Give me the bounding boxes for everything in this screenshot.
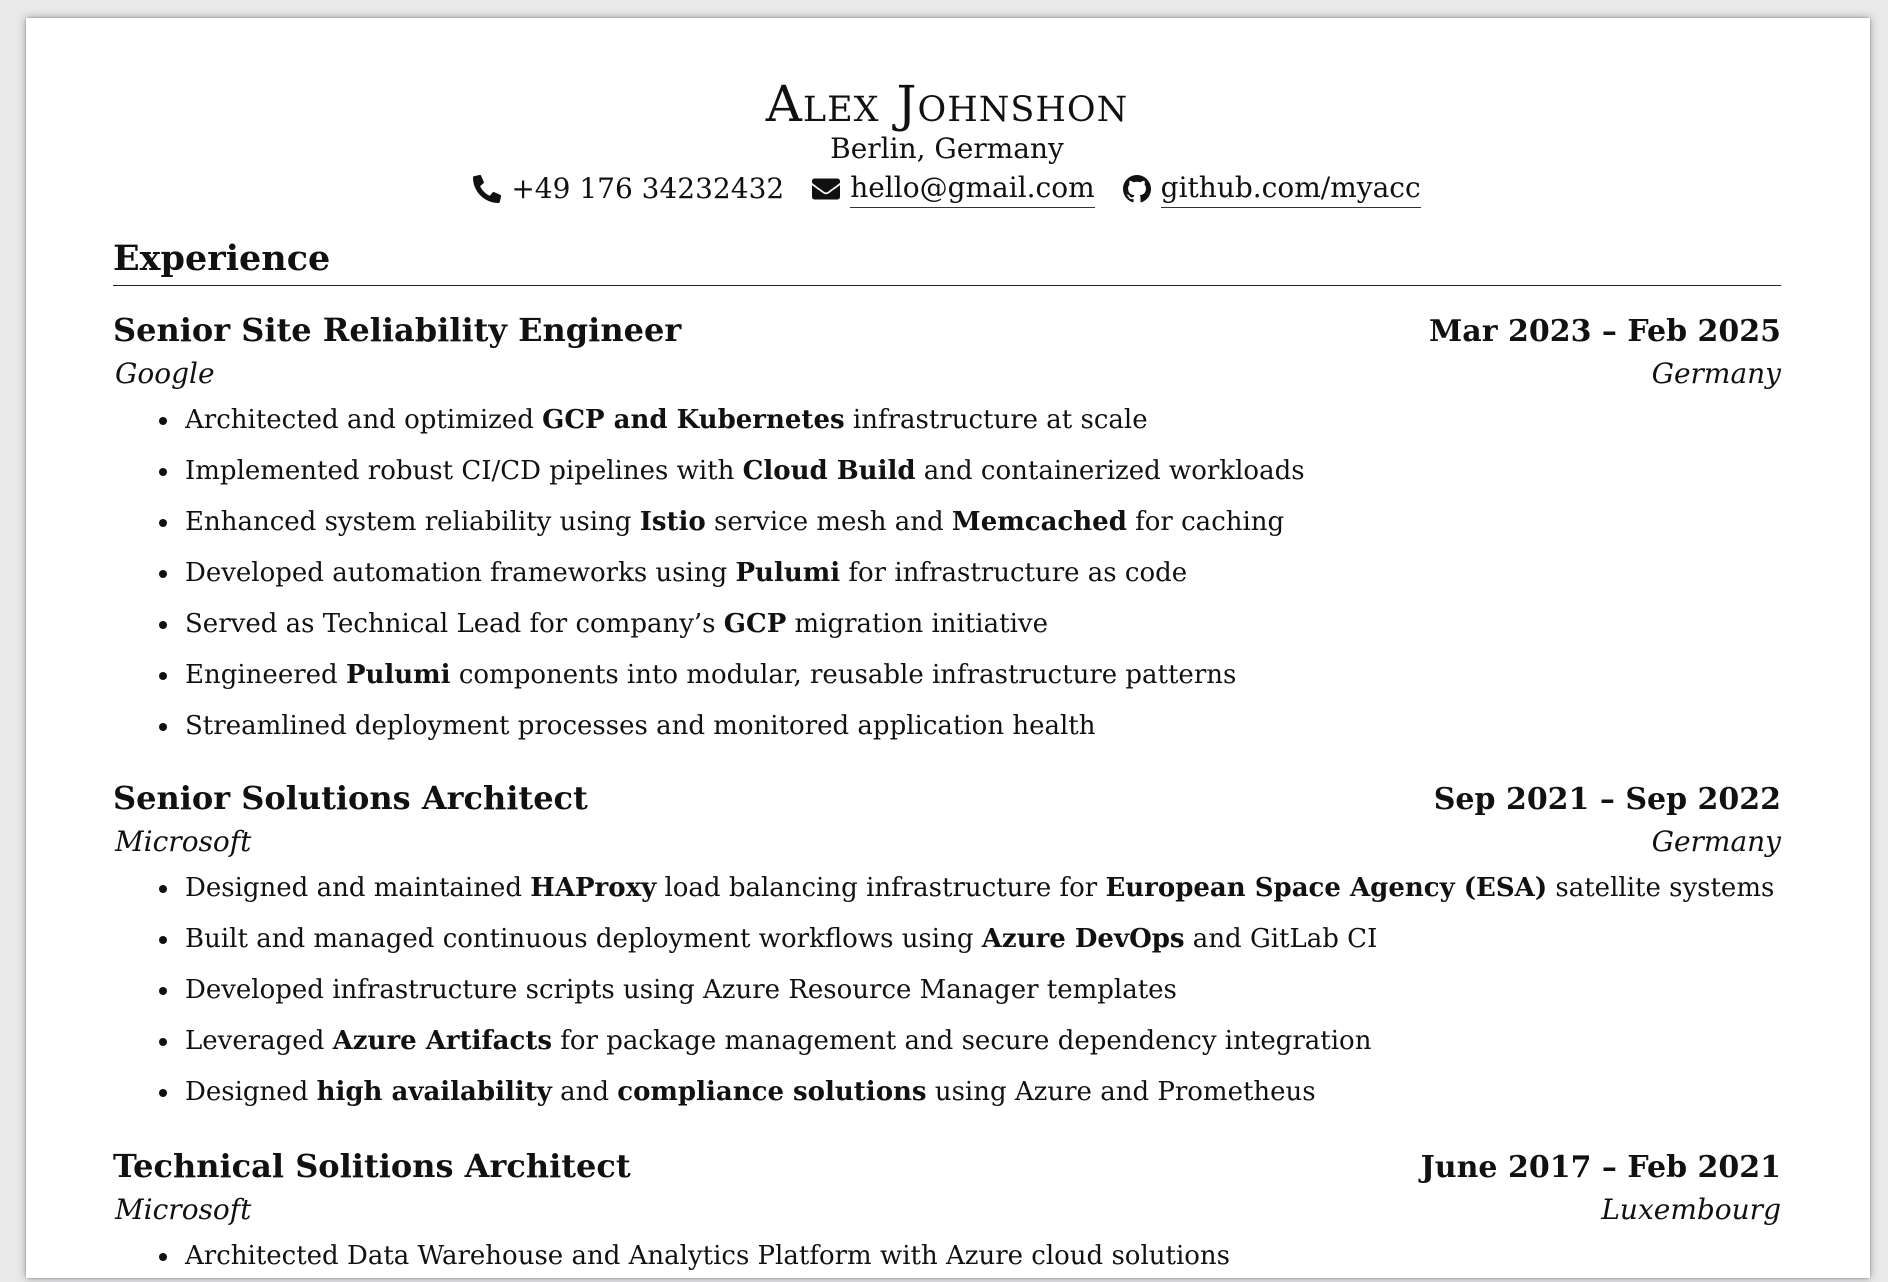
github-link[interactable]: github.com/myacc (1161, 170, 1421, 208)
email-link[interactable]: hello@gmail.com (850, 170, 1094, 208)
bullet-item (113, 914, 1781, 965)
bullet-item (113, 650, 1781, 701)
bullet-item (113, 446, 1781, 497)
bullet-keyword: European Space Agency (ESA) (1105, 873, 1548, 903)
bullet-keyword: Pulumi (735, 558, 841, 588)
job-company: Google (115, 357, 215, 390)
bullet-text: satellite systems (1547, 873, 1775, 903)
candidate-location: Berlin, Germany (830, 132, 1064, 165)
bullet-keyword: Istio (639, 507, 706, 537)
bullet-item (113, 701, 1781, 752)
job-entry (113, 309, 1781, 752)
job-title: Technical Solitions Architect (113, 1147, 631, 1185)
bullet-text: using Azure and Prometheus (926, 1077, 1316, 1107)
bullet-keyword: compliance solutions (617, 1077, 927, 1107)
bullet-keyword: HAProxy (530, 873, 657, 903)
bullet-text: Enhanced system reliability using (185, 507, 640, 537)
experience-heading: Experience (113, 238, 331, 279)
bullet-text: and (551, 1077, 618, 1107)
bullet-keyword: high availability (316, 1077, 552, 1107)
bullet-text: components into modular, reusable infrastructure patterns (450, 660, 1237, 690)
phone-contact (473, 171, 784, 207)
bullet-text: Designed and maintained (185, 873, 531, 903)
bullet-text: Engineered (185, 660, 346, 690)
job-bullets (113, 863, 1781, 1118)
bullet-text: Leveraged (185, 1026, 333, 1056)
bullet-keyword: GCP (723, 609, 787, 639)
job-title: Senior Solutions Architect (113, 779, 588, 817)
bullet-item (113, 1016, 1781, 1067)
bullet-text: Streamlined deployment processes and monitored application health (185, 711, 1096, 741)
bullet-text: Architected Data Warehouse and Analytics Platform with Azure cloud solutions (185, 1241, 1231, 1271)
bullet-text: for caching (1126, 507, 1285, 537)
github-contact[interactable] (1123, 170, 1421, 208)
job-company: Microsoft (115, 825, 252, 858)
section-divider (113, 285, 1781, 286)
candidate-name: Alex Johnshon (765, 75, 1129, 133)
bullet-text: Designed (185, 1077, 317, 1107)
envelope-icon (812, 175, 840, 203)
bullet-item (113, 965, 1781, 1016)
bullet-text: Built and managed continuous deployment workflows using (185, 924, 982, 954)
bullet-text: migration initiative (786, 609, 1048, 639)
bullet-text: for package management and secure dependency integration (552, 1026, 1372, 1056)
bullet-item (113, 1231, 1781, 1282)
bullet-text: Implemented robust CI/CD pipelines with (185, 456, 743, 486)
bullet-item (113, 548, 1781, 599)
bullet-text: infrastructure at scale (844, 405, 1148, 435)
github-icon (1123, 175, 1151, 203)
bullet-text: Developed infrastructure scripts using Azure Resource Manager templates (185, 975, 1177, 1005)
job-entry (113, 1145, 1781, 1282)
bullet-keyword: Azure DevOps (981, 924, 1185, 954)
contact-row (113, 170, 1781, 208)
bullet-text: load balancing infrastructure for (656, 873, 1106, 903)
bullet-text: Architected and optimized (185, 405, 543, 435)
bullet-keyword: Pulumi (345, 660, 451, 690)
bullet-keyword: GCP and Kubernetes (542, 405, 845, 435)
bullet-keyword: Cloud Build (742, 456, 916, 486)
job-entry (113, 777, 1781, 1118)
job-bullets (113, 1231, 1781, 1282)
email-contact[interactable] (812, 170, 1094, 208)
job-title: Senior Site Reliability Engineer (113, 311, 682, 349)
bullet-item (113, 497, 1781, 548)
resume-page (26, 18, 1870, 1278)
job-location: Germany (1651, 825, 1781, 858)
job-bullets (113, 395, 1781, 752)
phone-number: +49 176 34232432 (511, 172, 785, 205)
bullet-keyword: Memcached (951, 507, 1127, 537)
bullet-item (113, 863, 1781, 914)
bullet-text: Served as Technical Lead for company’s (185, 609, 724, 639)
job-location: Luxembourg (1601, 1193, 1781, 1226)
bullet-text: and containerized workloads (915, 456, 1305, 486)
job-dates: Mar 2023 – Feb 2025 (1429, 314, 1781, 349)
bullet-text: for infrastructure as code (840, 558, 1188, 588)
bullet-keyword: Azure Artifacts (332, 1026, 553, 1056)
bullet-text: service mesh and (705, 507, 952, 537)
bullet-item (113, 599, 1781, 650)
job-location: Germany (1651, 357, 1781, 390)
job-dates: Sep 2021 – Sep 2022 (1433, 782, 1781, 817)
job-dates: June 2017 – Feb 2021 (1420, 1150, 1781, 1185)
bullet-item (113, 395, 1781, 446)
bullet-text: and GitLab CI (1184, 924, 1378, 954)
bullet-item (113, 1067, 1781, 1118)
job-company: Microsoft (115, 1193, 252, 1226)
bullet-text: Developed automation frameworks using (185, 558, 736, 588)
phone-icon (473, 175, 501, 203)
